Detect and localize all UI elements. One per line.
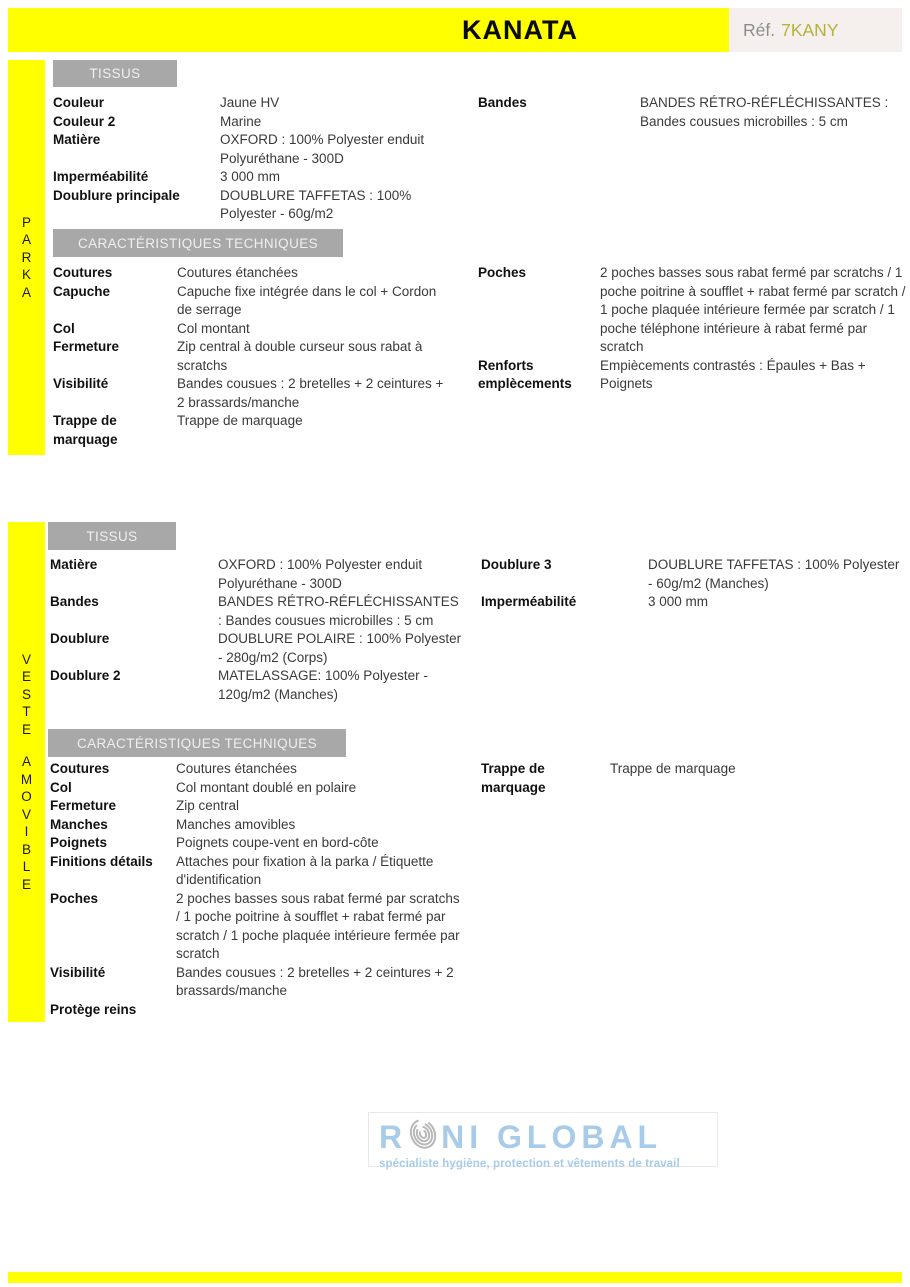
logo-wordmark-start: R [379,1119,408,1155]
spec-value: DOUBLURE TAFFETAS : 100% Polyester - 60g/m2 (Manches) [648,557,900,591]
spec-value: DOUBLURE TAFFETAS : 100% Polyester - 60g/m2 [220,187,412,221]
spec-value: Trappe de marquage [177,413,303,428]
side-letter: R [21,249,32,265]
spec-label: Poches [478,265,527,280]
logo-tagline: spécialiste hygiène, protection et vêtements de travail [379,1158,680,1170]
spec-row [50,667,462,704]
spec-label: Poches [50,890,99,906]
spec-value: DOUBLURE POLAIRE : 100% Polyester - 280g/m2 (Corps) [218,631,462,665]
side-letter: A [21,754,31,770]
side-word [22,651,31,739]
spec-row [478,264,906,357]
spec-value: Col montant doublé en polaire [176,779,357,795]
spec-row [50,890,464,964]
reference-box [729,8,902,52]
spec-row [53,113,463,132]
side-letter: V [21,806,31,822]
spec-row [53,131,463,168]
side-letter: E [21,669,31,685]
spec-value: Coutures étanchées [176,761,297,776]
spec-row [50,834,464,853]
side-letter: E [21,876,31,892]
spec-row [481,760,905,797]
spec-row [50,779,464,798]
spec-label: Col [53,320,75,336]
spec-row [50,1001,464,1020]
spec-value: 3 000 mm [220,169,281,184]
spec-value: Coutures étanchées [177,265,298,280]
spec-label: Imperméabilité [481,594,577,609]
side-letter: A [21,232,31,248]
spec-row [50,630,462,667]
spec-row [481,556,905,593]
reference-label: Réf. [743,19,776,40]
spec-value: Trappe de marquage [610,761,736,776]
side-letter: L [22,859,31,875]
spec-value: Capuche fixe intégrée dans le col + Cordon de serrage [177,283,437,317]
spec-label: Trappe de marquage [481,761,546,795]
spec-label: Doublure principale [53,187,180,203]
spec-value: Poignets coupe-vent en bord-côte [176,835,379,850]
spec-row [53,187,463,224]
spec-row [53,375,453,412]
spec-row [478,94,906,131]
spec-label: Doublure [50,631,110,646]
spec-value: Jaune HV [220,95,280,110]
spec-row [53,283,453,320]
spec-label: Coutures [50,761,110,776]
side-word [22,214,32,302]
spec-label: Poignets [50,835,108,850]
side-letter: S [21,686,31,702]
spec-value: Zip central [176,798,240,813]
spec-value: OXFORD : 100% Polyester enduit Polyuréthane - 300D [218,557,423,591]
side-letter: E [21,721,31,737]
spec-label: Couleur 2 [53,113,116,129]
reference-value: 7KANY [781,19,839,40]
side-letter: O [21,789,32,805]
spec-row [53,412,453,449]
section-header-tissus-parka: TISSUS [53,60,177,87]
spec-label: Doublure 3 [481,557,552,572]
footer-bar [8,1272,902,1283]
spec-label: Visibilité [50,964,106,980]
spec-value: OXFORD : 100% Polyester enduit Polyuréthane - 300D [220,132,425,166]
side-label-veste-amovible [8,522,45,1022]
side-word [21,753,32,893]
spec-row [50,556,462,593]
logo-wordmark [379,1117,713,1157]
logo [368,1112,718,1170]
spec-rows-veste-tissus-left [50,556,462,704]
spec-rows-parka-caract-right [478,264,906,394]
spec-row [53,264,453,283]
spec-row [50,816,464,835]
side-letter: M [20,771,33,787]
section-header-tissus-veste: TISSUS [48,522,176,550]
spec-value: 3 000 mm [648,594,709,609]
spec-value: Empiècements contrastés : Épaules + Bas + Poignets [600,357,866,391]
spec-value: Bandes cousues : 2 bretelles + 2 ceintures + 2 brassards/manche [176,964,454,998]
side-letter: B [21,841,31,857]
spec-label: Imperméabilité [53,169,149,184]
spec-label: Doublure 2 [50,668,121,683]
side-letter: T [22,704,31,720]
spec-rows-veste-caract-left [50,760,464,1019]
spec-label: Manches [50,816,108,832]
spec-value: Col montant [177,320,250,336]
spec-label: Bandes [478,95,527,110]
spec-value: Manches amovibles [176,816,296,832]
spec-label: Col [50,779,72,795]
spec-rows-parka-tissus-right [478,94,906,131]
spec-value: Zip central à double curseur sous rabat à scratchs [177,339,423,373]
spec-label: Fermeture [53,339,120,354]
spec-value: MATELASSAGE: 100% Polyester - 120g/m2 (Manches) [218,668,428,702]
side-letter: P [21,214,31,230]
side-letter: A [21,284,31,300]
spec-row [53,168,463,187]
spec-label: Fermeture [50,798,117,813]
spec-row [481,593,905,612]
spec-value: Bandes cousues : 2 bretelles + 2 ceintures + 2 brassards/manche [177,376,444,410]
spec-label: Couleur [53,95,105,110]
spec-rows-veste-tissus-right [481,556,905,612]
spec-label: Bandes [50,594,99,609]
spec-label: Protège reins [50,1001,137,1017]
spec-value: 2 poches basses sous rabat fermé par scratchs / 1 poche poitrine à soufflet + rabat fermé par scratch / 1 poche plaquée intérieure fermée par scratch [176,890,460,961]
spec-value: BANDES RÉTRO-RÉFLÉCHISSANTES : Bandes cousues microbilles : 5 cm [640,95,889,129]
spec-row [50,593,462,630]
spec-label: Capuche [53,283,111,299]
spec-label: Matière [50,557,98,572]
logo-wordmark-end: NI GLOBAL [441,1119,663,1155]
spec-row [50,964,464,1001]
spec-row [53,320,453,339]
spec-rows-parka-tissus-left [53,94,463,224]
spec-value: Marine [220,113,262,129]
spec-label: Coutures [53,265,113,280]
page-title: KANATA [462,15,578,45]
spec-row [50,760,464,779]
fingerprint-icon [408,1117,438,1157]
spec-label: Trappe de marquage [53,413,118,447]
side-label-parka [8,60,45,455]
spec-rows-parka-caract-left [53,264,453,449]
spec-row [478,357,906,394]
spec-row [53,338,453,375]
side-letter: V [21,651,31,667]
side-letter: K [21,267,31,283]
section-header-caracteristiques-veste: CARACTÉRISTIQUES TECHNIQUES [48,729,346,757]
spec-label: Renforts emplècements [478,357,572,391]
spec-rows-veste-caract-right [481,760,905,797]
spec-value: 2 poches basses sous rabat fermé par scratchs / 1 poche poitrine à soufflet + rabat fermé par scratch / 1 poche plaquée intérieure fermée par scratch / 1 poche téléphone intérieure à rabat fermé par scratch [600,265,906,354]
spec-value: Attaches pour fixation à la parka / Étiquette d'identification [176,853,434,887]
spec-label: Finitions détails [50,853,153,869]
spec-value: BANDES RÉTRO-RÉFLÉCHISSANTES : Bandes cousues microbilles : 5 cm [218,594,459,628]
spec-value [176,1001,464,1020]
spec-label: Visibilité [53,376,109,391]
side-letter: I [24,824,29,840]
spec-row [53,94,463,113]
spec-row [50,797,464,816]
spec-row [50,853,464,890]
spec-label: Matière [53,132,101,147]
section-header-caracteristiques-parka: CARACTÉRISTIQUES TECHNIQUES [53,229,343,257]
